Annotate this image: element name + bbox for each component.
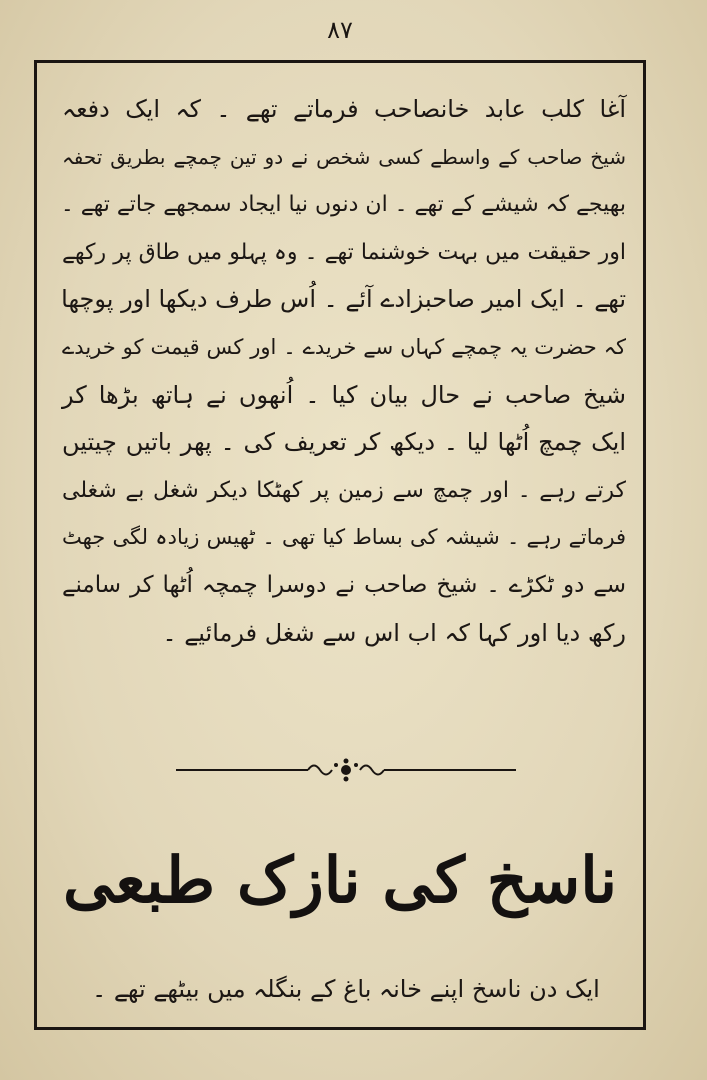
next-anecdote-first-line: ایک دن ناسخ اپنے خانہ باغ کے بنگلہ میں بیٹھے تھے ۔ — [92, 975, 600, 1003]
text-line: تھے ۔ ایک امیر صاحبزادے آئے ۔ اُس طرف دیکھا اور پوچھا — [61, 285, 626, 314]
section-heading: ناسخ کی نازک طبعی — [62, 843, 618, 917]
text-line: آغا کلب عابد خانصاحب فرماتے تھے ۔ کہ ایک دفعہ — [62, 95, 626, 123]
text-line: بھیجے کہ شیشے کے تھے ۔ ان دنوں نیا ایجاد سمجھے جاتے تھے ۔ — [60, 192, 626, 218]
page-number: ۸۷ — [327, 16, 353, 44]
text-line: فرماتے رہے ۔ شیشہ کی بساط کیا تھی ۔ ٹھیس زیادہ لگی جھٹ — [62, 525, 626, 550]
text-line: شیخ صاحب نے حال بیان کیا ۔ اُنھوں نے ہاتھ بڑھا کر — [62, 380, 626, 409]
text-line: کرتے رہے ۔ اور چمچ سے زمین پر کھٹکا دیکر شغل بے شغلی — [62, 477, 626, 503]
text-line: ایک چمچ اُٹھا لیا ۔ دیکھ کر تعریف کی ۔ پھر باتیں چیتیں — [62, 428, 626, 457]
text-line: کہ حضرت یہ چمچے کہاں سے خریدے ۔ اور کس قیمت کو خریدے — [62, 334, 626, 359]
text-line: اور حقیقت میں بہت خوشنما تھے ۔ وہ پہلو میں طاق پر رکھے — [62, 239, 626, 265]
text-line: رکھ دیا اور کہا کہ اب اس سے شغل فرمائیے ۔ — [162, 618, 626, 647]
text-line: سے دو ٹکڑے ۔ شیخ صاحب نے دوسرا چمچہ اُٹھا کر سامنے — [62, 571, 626, 598]
section-divider-ornament — [176, 756, 516, 782]
text-line: شیخ صاحب کے واسطے کسی شخص نے دو تین چمچے بطریق تحفہ — [62, 144, 626, 169]
anecdote-paragraph — [62, 86, 626, 752]
